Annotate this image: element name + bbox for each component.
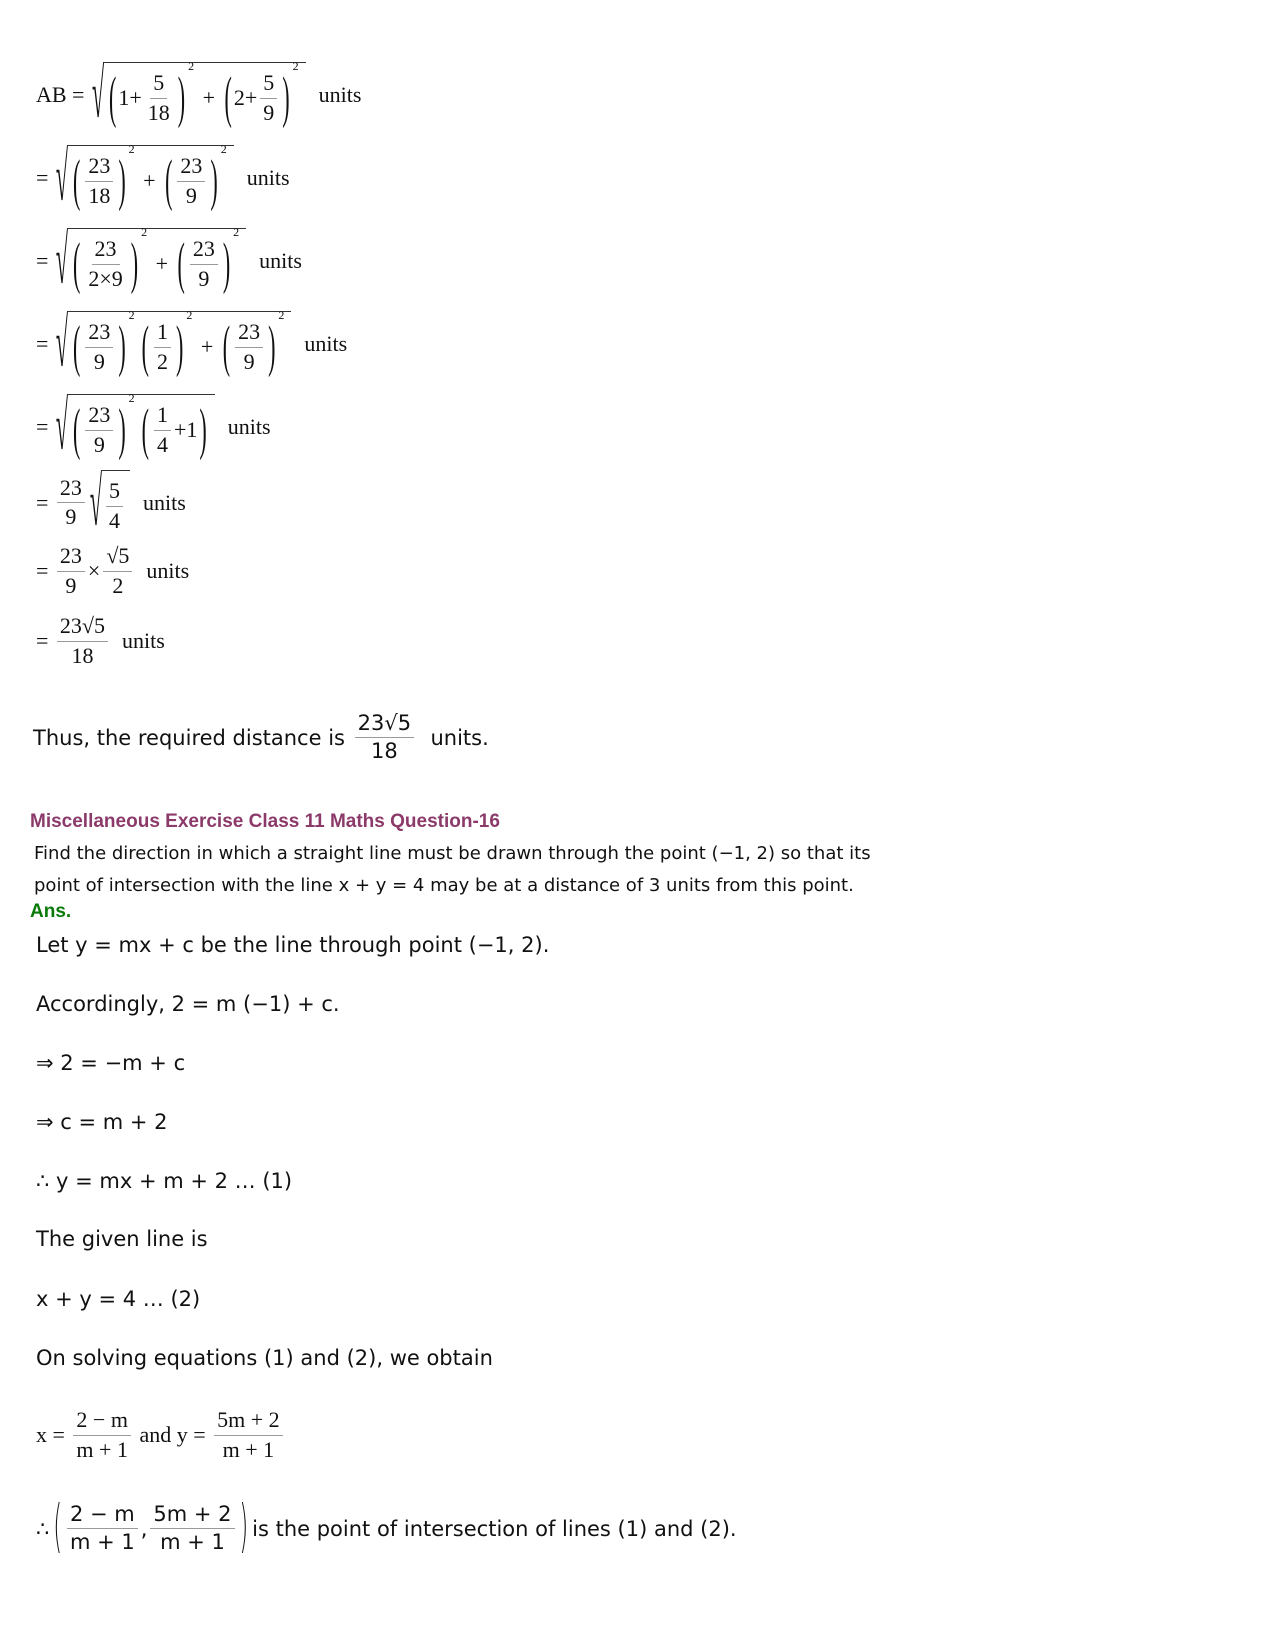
parenthesized-group — [176, 225, 240, 296]
math-text: units — [293, 330, 348, 356]
math-text: 5m + 2 — [153, 1502, 232, 1526]
solution-line — [36, 54, 362, 132]
radicand — [67, 142, 234, 213]
numerator — [106, 477, 123, 507]
exponent: 2 — [188, 59, 195, 73]
fraction — [235, 318, 263, 376]
math-text: ⇒ 2 = −m + c — [36, 1051, 186, 1075]
exponent: 2 — [128, 391, 135, 405]
denominator — [154, 348, 171, 377]
fraction — [260, 69, 277, 127]
numerator — [177, 152, 205, 182]
math-text: ⇒ c = m + 2 — [36, 1110, 168, 1134]
numerator — [85, 401, 113, 431]
exponent: 2 — [292, 59, 299, 73]
solution-line — [36, 1496, 737, 1562]
radicand — [67, 391, 215, 462]
fraction — [145, 69, 173, 127]
denominator — [91, 348, 108, 377]
right-paren: ) — [130, 230, 139, 296]
parenthesized-group — [71, 391, 135, 462]
math-text: units — [307, 81, 362, 107]
parenthesized-group — [71, 142, 135, 213]
solution-line — [33, 710, 489, 766]
solution-line — [36, 1346, 493, 1370]
right-paren: ) — [199, 396, 207, 462]
math-text: 4 — [109, 507, 120, 533]
numerator — [235, 318, 263, 348]
math-text: 2 − m — [69, 1502, 135, 1526]
radical-sign-icon: √ — [55, 303, 68, 381]
parenthesized-group — [71, 225, 148, 296]
radicand — [67, 308, 291, 379]
fraction — [154, 401, 171, 459]
math-text: 18 — [71, 642, 94, 668]
fraction — [57, 542, 85, 600]
fraction — [214, 1406, 283, 1464]
math-text: = — [36, 247, 54, 273]
exponent: 2 — [233, 225, 240, 239]
fraction — [73, 1406, 131, 1464]
math-text: 23 — [59, 543, 82, 568]
right-paren: ) — [177, 64, 186, 130]
denominator — [91, 431, 108, 460]
math-text: 23 — [59, 474, 82, 500]
math-text: The given line is — [36, 1227, 208, 1251]
fraction — [67, 1501, 138, 1557]
math-text: 2+ — [233, 85, 258, 111]
parenthesized-group — [71, 308, 135, 379]
fraction — [103, 542, 132, 600]
math-text: units. — [417, 725, 489, 750]
square-root — [55, 386, 215, 464]
parenthesized-group — [221, 308, 285, 379]
radical-sign-icon: √ — [89, 462, 102, 540]
exponent: 2 — [220, 142, 227, 156]
denominator — [106, 507, 123, 536]
exponent: 2 — [186, 308, 193, 322]
solution-line — [36, 933, 549, 957]
right-paren: ) — [118, 396, 126, 462]
math-text: 5 — [153, 70, 165, 95]
math-text: 9 — [263, 99, 275, 125]
fraction — [85, 401, 113, 459]
math-text: On solving equations (1) and (2), we obtain — [36, 1346, 493, 1370]
denominator — [62, 503, 79, 532]
numerator — [150, 1501, 234, 1529]
math-text: 9 — [65, 504, 77, 530]
solution-line — [36, 462, 186, 540]
denominator — [195, 265, 212, 294]
math-text: = — [36, 489, 54, 515]
exponent: 2 — [278, 308, 285, 322]
numerator — [57, 474, 85, 504]
denominator — [85, 265, 125, 294]
math-text: Accordingly, 2 = m (−1) + c. — [36, 992, 340, 1016]
math-text: 18 — [88, 182, 111, 208]
denominator — [220, 1436, 278, 1465]
solution-line — [36, 992, 340, 1016]
denominator — [260, 99, 277, 128]
solution-line — [36, 542, 189, 600]
left-paren: ( — [177, 230, 185, 296]
math-text: 9 — [185, 182, 197, 208]
math-text: 2 — [156, 348, 168, 374]
math-text: Let y = mx + c be the line through point (−1, 2). — [36, 933, 550, 957]
numerator — [85, 152, 113, 182]
right-paren: ) — [118, 313, 126, 379]
radical-sign-icon: √ — [55, 386, 68, 464]
math-text: Thus, the required distance is — [33, 725, 352, 750]
math-text: = — [36, 628, 54, 654]
numerator — [92, 235, 120, 265]
question-heading: Miscellaneous Exercise Class 11 Maths Question-16 — [30, 811, 500, 832]
denominator — [145, 99, 173, 128]
numerator — [73, 1406, 131, 1436]
numerator — [214, 1406, 283, 1436]
denominator — [62, 572, 79, 601]
fraction — [154, 318, 171, 376]
square-root — [89, 462, 130, 540]
square-root — [55, 220, 246, 298]
math-text: 23 — [238, 319, 261, 344]
math-text: 18 — [147, 99, 170, 125]
math-text: + — [150, 251, 174, 277]
parenthesized-group — [163, 142, 227, 213]
left-paren: ( — [73, 147, 81, 213]
fraction — [57, 474, 85, 532]
left-paren: ( — [73, 230, 81, 296]
math-text: x = — [36, 1422, 71, 1448]
fraction — [85, 152, 113, 210]
fraction — [150, 1501, 234, 1557]
math-text: units — [132, 489, 186, 515]
question-text-line-1: Find the direction in which a straight line must be drawn through the point (−1, 2) so that its — [34, 843, 871, 864]
denominator — [368, 738, 401, 765]
denominator — [85, 182, 113, 211]
right-paren: ) — [175, 313, 184, 379]
solution-line — [36, 612, 165, 670]
square-root — [91, 54, 306, 132]
numerator — [57, 612, 108, 642]
radical-sign-icon: √ — [55, 137, 68, 215]
solution-line — [36, 1227, 208, 1251]
solution-line — [36, 1051, 185, 1075]
math-text: ∴ — [36, 1516, 50, 1541]
fraction — [85, 318, 113, 376]
right-paren: ) — [210, 147, 218, 213]
solution-line — [36, 1406, 286, 1464]
left-paren: ( — [53, 1496, 62, 1562]
numerator — [150, 69, 167, 99]
math-text: 23 — [88, 402, 111, 427]
math-text: AB = — [36, 81, 90, 107]
math-text: 1 — [156, 319, 168, 344]
denominator — [183, 182, 200, 211]
numerator — [154, 401, 171, 431]
math-text: units — [248, 247, 302, 273]
math-text: = — [36, 558, 54, 584]
denominator — [154, 431, 171, 460]
denominator — [157, 1529, 228, 1556]
question-text-line-2: point of intersection with the line x + y = 4 may be at a distance of 3 units from this point. — [34, 875, 854, 896]
math-text: x + y = 4 … (2) — [36, 1287, 201, 1311]
radicand — [103, 59, 306, 130]
math-text: 23√5 — [59, 613, 105, 638]
math-text: 9 — [65, 572, 77, 598]
math-text: 4 — [156, 431, 168, 457]
math-text: m + 1 — [160, 1530, 225, 1555]
math-text: 5m + 2 — [217, 1407, 280, 1432]
denominator — [68, 642, 96, 671]
math-text: 23√5 — [357, 711, 412, 735]
numerator — [67, 1501, 138, 1529]
math-text: 2 − m — [76, 1407, 128, 1432]
math-text: m + 1 — [222, 1436, 275, 1462]
math-text: √5 — [106, 543, 130, 568]
math-text: 9 — [243, 348, 255, 374]
left-paren: ( — [222, 313, 231, 379]
math-text: units — [111, 628, 165, 654]
math-text: 2 — [112, 572, 124, 598]
math-text: = — [36, 413, 54, 439]
parenthesized-group — [107, 59, 195, 130]
math-text: m + 1 — [69, 1530, 135, 1555]
math-text: +1 — [173, 417, 198, 443]
math-text: 9 — [93, 431, 105, 457]
math-text: , — [140, 1516, 148, 1541]
radical-sign-icon: √ — [91, 54, 105, 132]
math-text: + — [195, 334, 219, 360]
square-root — [55, 303, 291, 381]
fraction — [355, 710, 414, 766]
denominator — [73, 1436, 131, 1465]
square-root — [55, 137, 234, 215]
solution-line — [36, 303, 348, 381]
math-text: 23 — [88, 319, 111, 344]
right-paren: ) — [222, 230, 231, 296]
exponent: 2 — [141, 225, 148, 239]
radicand — [101, 470, 130, 535]
math-text: m + 1 — [76, 1436, 128, 1462]
numerator — [103, 542, 132, 572]
left-paren: ( — [109, 64, 117, 130]
math-text: 23 — [192, 236, 215, 261]
math-text: ∴ y = mx + m + 2 … (1) — [36, 1169, 293, 1193]
left-paren: ( — [73, 396, 81, 462]
right-paren: ) — [268, 313, 276, 379]
left-paren: ( — [141, 396, 149, 462]
math-text: = — [36, 164, 54, 190]
solution-line — [36, 386, 271, 464]
math-text: units — [235, 164, 290, 190]
math-text: 5 — [109, 478, 120, 503]
math-text: units — [216, 413, 271, 439]
math-text: 23 — [94, 236, 117, 261]
solution-line — [36, 1169, 292, 1193]
fraction — [190, 235, 218, 293]
math-text: 2×9 — [88, 265, 123, 291]
math-text: 5 — [263, 70, 275, 95]
left-paren: ( — [73, 313, 81, 379]
exponent: 2 — [128, 308, 135, 322]
radical-sign-icon: √ — [55, 220, 68, 298]
radicand — [67, 225, 246, 296]
parenthesized-group — [51, 1496, 250, 1562]
numerator — [355, 710, 414, 738]
right-paren: ) — [282, 64, 290, 130]
denominator — [109, 572, 126, 601]
left-paren: ( — [165, 147, 173, 213]
left-paren: ( — [141, 313, 149, 379]
numerator — [57, 542, 85, 572]
left-paren: ( — [224, 64, 232, 130]
answer-label: Ans. — [30, 901, 72, 922]
fraction — [177, 152, 205, 210]
math-text: 1 — [156, 402, 168, 427]
math-text: 9 — [198, 265, 210, 291]
math-text: + — [137, 168, 162, 194]
fraction — [57, 612, 108, 670]
solution-line — [36, 1110, 168, 1134]
math-text: 23 — [180, 153, 203, 178]
parenthesized-group — [140, 396, 209, 462]
numerator — [190, 235, 218, 265]
math-text: units — [135, 558, 190, 584]
solution-line — [36, 1287, 200, 1311]
parenthesized-group — [223, 59, 299, 130]
right-paren: ) — [239, 1496, 249, 1562]
fraction — [85, 235, 125, 293]
math-text: 18 — [371, 739, 398, 764]
denominator — [67, 1529, 138, 1556]
math-text: × — [87, 558, 101, 584]
right-paren: ) — [118, 147, 126, 213]
solution-line — [36, 137, 290, 215]
numerator — [154, 318, 171, 348]
math-text: = — [36, 330, 54, 356]
parenthesized-group — [140, 308, 193, 379]
math-text: 23 — [88, 153, 111, 178]
math-text: and y = — [133, 1422, 212, 1448]
numerator — [85, 318, 113, 348]
math-text: is the point of intersection of lines (1) and (2). — [252, 1516, 737, 1541]
math-text: + — [197, 85, 221, 111]
numerator — [260, 69, 277, 99]
exponent: 2 — [128, 142, 135, 156]
math-text: 1+ — [118, 85, 142, 111]
fraction — [106, 477, 123, 535]
denominator — [241, 348, 258, 377]
solution-line — [36, 220, 302, 298]
math-text: 9 — [93, 348, 105, 374]
